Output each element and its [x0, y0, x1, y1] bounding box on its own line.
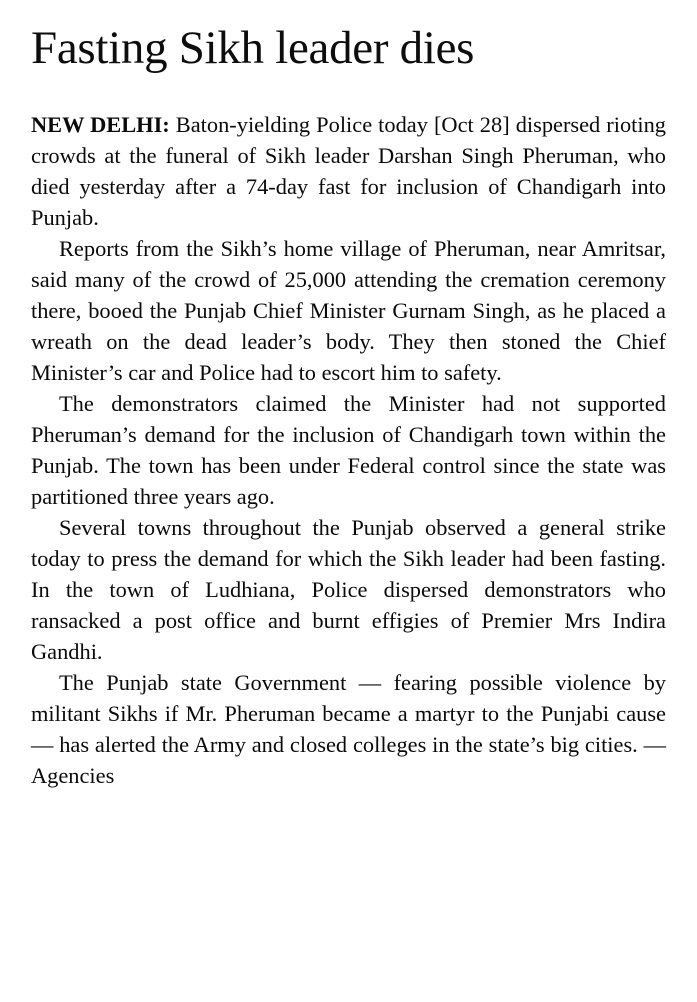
paragraph-3: The demonstrators claimed the Minister had not supported Pheruman’s demand for the inclusion of Chandigarh town within the Punjab. The town has been under Federal control since the state was partitioned three years ago.: [31, 390, 666, 509]
paragraph-1-text: Baton-yielding Police today [Oct 28] dispersed rioting crowds at the funeral of Sikh leader Darshan Singh Pheruman, who died yesterday after a 74-day fast for inclusion of Chandigarh into Punjab.: [31, 111, 667, 230]
paragraph-2: Reports from the Sikh’s home village of Pheruman, near Amritsar, said many of the crowd of 25,000 attending the cremation ceremony there, booed the Punjab Chief Minister Gurnam Singh, as he placed a wreath on the dead leader’s body. They then stoned the Chief Minister’s car and Police had to escort him to safety.: [31, 235, 666, 385]
dateline: NEW DELHI:: [31, 111, 170, 137]
paragraph-1: [31, 109, 666, 233]
paragraph-4: Several towns throughout the Punjab observed a general strike today to press the demand for which the Sikh leader had been fasting. In the town of Ludhiana, Police dispersed demonstrators who ransacked a post office and burnt effigies of Premier Mrs Indira Gandhi.: [31, 514, 666, 664]
article-body: [31, 109, 666, 791]
paragraph-5: The Punjab state Government — fearing possible violence by militant Sikhs if Mr. Pheruman became a martyr to the Punjabi cause — has alerted the Army and closed colleges in the state’s big cities. — Agencies: [31, 669, 666, 788]
page-title: Fasting Sikh leader dies: [31, 22, 475, 74]
